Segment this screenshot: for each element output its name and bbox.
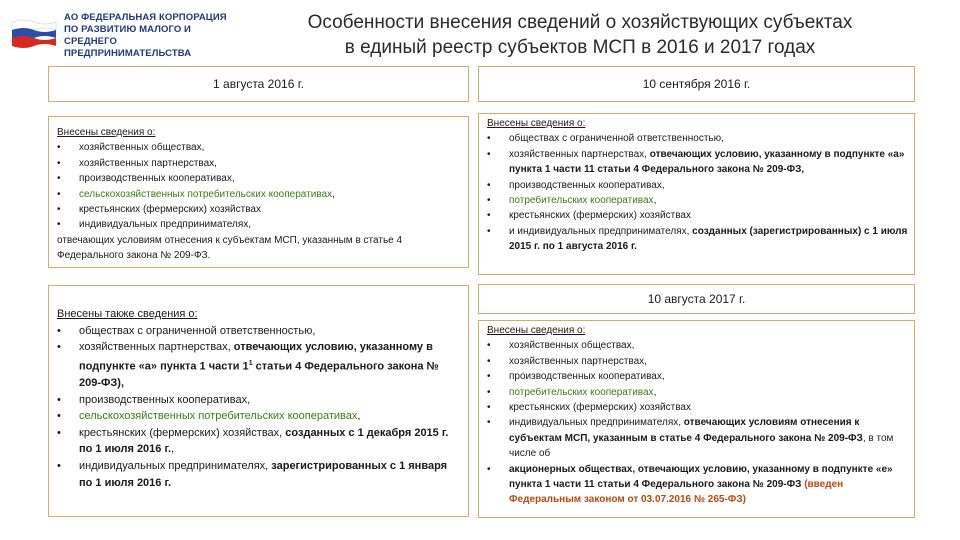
list-item: • индивидуальных предпринимателях, отвечающих условиям отнесения к субъектам МСП, указанным в статье 4 Федерального закона № 209-ФЗ, в том числе об [487, 415, 908, 461]
list-item: • и индивидуальных предпринимателях, созданных (зарегистрированных) с 1 июля 2015 г. по 1 августа 2016 г. [487, 224, 908, 255]
title-line-2: в единый реестр субъектов МСП в 2016 и 2017 годах [344, 37, 816, 58]
box1-list [57, 140, 460, 232]
list-item: • индивидуальных предпринимателях, зарегистрированных с 1 января по 1 июля 2016 г. [57, 458, 460, 491]
box3-header: 10 сентября 2016 г. [478, 66, 915, 102]
box2-intro: Внесены также сведения о: [57, 308, 198, 320]
box1-closing: отвечающих условиям отнесения к субъектам МСП, указанным в статье 4 Федерального закона № 209-ФЗ. [57, 234, 403, 262]
list-item: • хозяйственных партнерствах, отвечающих условию, указанному в подпункте «а» пункта 1 части 11 статьи 4 Федерального закона № 209-ФЗ, [487, 147, 908, 178]
list-item: • производственных кооперативах, [487, 369, 908, 384]
box4-header: 10 августа 2017 г. [478, 284, 915, 314]
box4-intro: Внесены сведения о: [487, 325, 586, 336]
list-item: • сельскохозяйственных потребительских кооперативах, [57, 408, 460, 425]
list-item: • производственных кооперативах, [487, 178, 908, 193]
logo [4, 4, 232, 60]
list-item: • производственных кооперативах, [57, 171, 460, 186]
list-item: • индивидуальных предпринимателях, [57, 217, 460, 232]
list-item: • обществах с ограниченной ответственностью, [57, 323, 460, 340]
box1-content [48, 116, 469, 268]
box2-content [48, 285, 469, 517]
box4-content [478, 320, 915, 518]
russian-flag-icon [10, 16, 58, 52]
list-item: • крестьянских (фермерских) хозяйствах, созданных с 1 декабря 2015 г. по 1 июля 2016 г., [57, 425, 460, 458]
list-item: • потребительских кооперативах, [487, 193, 908, 208]
list-item: • крестьянских (фермерских) хозяйствах [487, 400, 908, 415]
page-title [240, 10, 920, 60]
box1-header: 1 августа 2016 г. [48, 66, 469, 102]
box4-list [487, 338, 908, 507]
box2-list [57, 323, 460, 492]
list-item: • производственных кооперативах, [57, 392, 460, 409]
list-item: • обществах с ограниченной ответственностью, [487, 131, 908, 146]
box3-content [478, 113, 915, 275]
box3-intro: Внесены сведения о: [487, 118, 586, 129]
organization-name: АО ФЕДЕРАЛЬНАЯ КОРПОРАЦИЯ ПО РАЗВИТИЮ МАЛОГО И СРЕДНЕГО ПРЕДПРИНИМАТЕЛЬСТВА [64, 12, 227, 59]
list-item: • крестьянских (фермерских) хозяйствах [487, 208, 908, 223]
list-item: • хозяйственных партнерствах, [487, 354, 908, 369]
list-item: • потребительских кооперативах, [487, 385, 908, 400]
list-item: • акционерных обществах, отвечающих условию, указанному в подпункте «е» пункта 1 части 11 статьи 4 Федерального закона № 209-ФЗ (введен Федеральным законом от 03.07.2016 № 265-ФЗ) [487, 462, 908, 508]
title-line-1: Особенности внесения сведений о хозяйствующих субъектах [307, 12, 853, 33]
box3-list [487, 131, 908, 254]
box1-intro: Внесены сведения о: [57, 127, 156, 138]
list-item: • крестьянских (фермерских) хозяйствах [57, 202, 460, 217]
list-item: • сельскохозяйственных потребительских кооперативах, [57, 187, 460, 202]
list-item: • хозяйственных партнерствах, [57, 156, 460, 171]
list-item: • хозяйственных обществах, [57, 140, 460, 155]
list-item: • хозяйственных обществах, [487, 338, 908, 353]
list-item: • хозяйственных партнерствах, отвечающих условию, указанному в подпункте «а» пункта 1 части $1^1$ статьи 4 Федерального закона № 209-ФЗ), [57, 339, 460, 391]
